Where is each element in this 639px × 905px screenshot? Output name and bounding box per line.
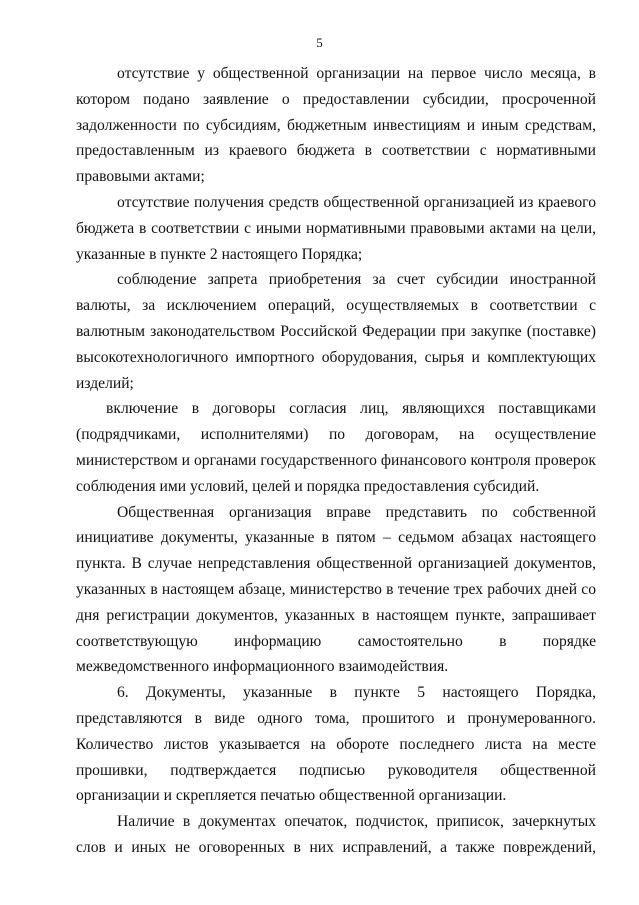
page-number: 5 [316,35,323,50]
paragraph-no-other-budget-funds: отсутствие получения средств общественной организацией из краевого бюджета в соответствии с иными нормативными правовыми актами на цели, указанные в пункте 2 настоящего Порядка; [76,193,596,263]
paragraph-foreign-currency-ban: соблюдение запрета приобретения за счет субсидии иностранной валюты, за исключением операций, осуществляемых в соответствии с валютным законодательством Российской Федерации при закупке (поставке) высокотехнологичного импортного оборудования, сырья и комплектующих изделий; [76,271,596,392]
paragraph-supplier-consent: включение в договоры согласия лиц, являющихся поставщиками (подрядчиками, исполнителями) по договорам, на осуществление министерством и органами государственного финансового контроля проверок соблюдения ими условий, целей и порядка предоставления субсидий. [76,400,596,495]
paragraph-own-initiative-documents: Общественная организация вправе представить по собственной инициативе документы, указанные в пятом – седьмом абзацах настоящего пункта. В случае непредставления общественной организацией документов, указанных в настоящем абзаце, министерство в течение трех рабочих дней со дня регистрации документов, указанных в настоящем пункте, запрашивает соответствующую информацию самостоятельно в порядке межведомственного информационного взаимодействия. [76,503,596,676]
document-body [76,61,596,861]
paragraph-errors-damage: Наличие в документах опечаток, подчисток, приписок, зачеркнутых слов и иных не оговоренных в них исправлений, а также повреждений, [76,813,596,856]
paragraph-item-6-binding: 6. Документы, указанные в пункте 5 настоящего Порядка, представляются в виде одного тома, прошитого и пронумерованного. Количество листов указывается на обороте последнего листа на месте прошивки, подтверждается подписью руководителя общественной организации и скрепляется печатью общественной организации. [76,684,596,805]
paragraph-no-overdue-debt: отсутствие у общественной организации на первое число месяца, в котором подано заявление о предоставлении субсидии, просроченной задолженности по субсидиям, бюджетным инвестициям и иным средствам, предоставленным из краевого бюджета в соответствии с нормативными правовыми актами; [76,65,596,186]
